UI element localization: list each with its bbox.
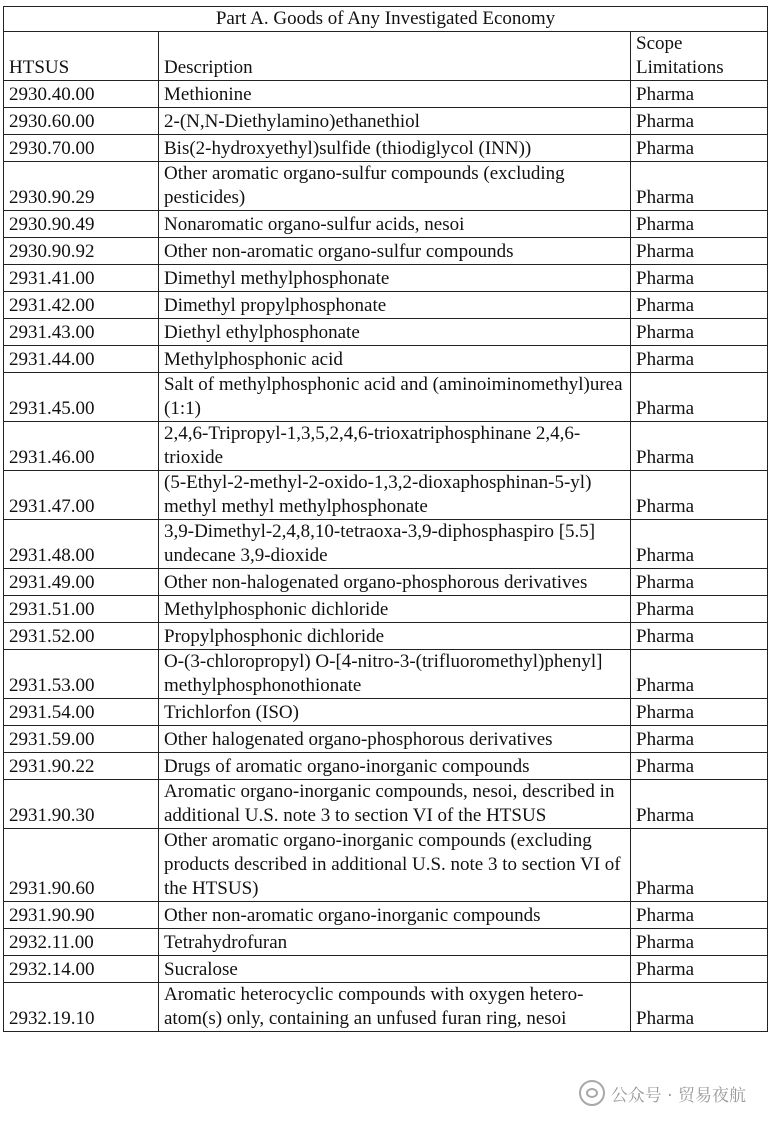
table-row [4,471,768,520]
table-row [4,319,768,346]
table-row [4,292,768,319]
scope-cell: Pharma [631,292,768,319]
scope-cell: Pharma [631,81,768,108]
hts-code-cell: 2931.90.22 [4,753,159,780]
description-cell: Bis(2-hydroxyethyl)sulfide (thiodiglycol (INN)) [159,135,631,162]
hts-code-cell: 2931.49.00 [4,569,159,596]
table-row [4,596,768,623]
scope-cell: Pharma [631,956,768,983]
scope-cell: Pharma [631,929,768,956]
hts-code-cell: 2931.90.90 [4,902,159,929]
hts-code-cell: 2930.70.00 [4,135,159,162]
scope-cell: Pharma [631,265,768,292]
hts-code-cell: 2931.42.00 [4,292,159,319]
hts-code-cell: 2931.90.60 [4,829,159,902]
table-row [4,135,768,162]
table-row [4,699,768,726]
hts-code-cell: 2932.19.10 [4,983,159,1032]
description-cell: 2,4,6-Tripropyl-1,3,5,2,4,6-trioxatriphosphinane 2,4,6-trioxide [159,422,631,471]
scope-cell: Pharma [631,753,768,780]
description-cell: Tetrahydrofuran [159,929,631,956]
header-htsus: HTSUS [4,32,159,81]
hts-code-cell: 2930.90.49 [4,211,159,238]
table-row [4,929,768,956]
table-row [4,211,768,238]
description-cell: Aromatic heterocyclic compounds with oxygen hetero-atom(s) only, containing an unfused furan ring, nesoi [159,983,631,1032]
scope-cell: Pharma [631,650,768,699]
hts-code-cell: 2931.53.00 [4,650,159,699]
description-cell: Other non-aromatic organo-inorganic compounds [159,902,631,929]
table-row [4,983,768,1032]
table-row [4,726,768,753]
description-cell: Other aromatic organo-inorganic compounds (excluding products described in additional U.S. note 3 to section VI of the HTSUS) [159,829,631,902]
table-row [4,650,768,699]
scope-cell: Pharma [631,211,768,238]
hts-code-cell: 2931.47.00 [4,471,159,520]
hts-code-cell: 2931.41.00 [4,265,159,292]
description-cell: Dimethyl propylphosphonate [159,292,631,319]
description-cell: Dimethyl methylphosphonate [159,265,631,292]
scope-cell: Pharma [631,520,768,569]
description-cell: Methionine [159,81,631,108]
description-cell: Nonaromatic organo-sulfur acids, nesoi [159,211,631,238]
hts-code-cell: 2931.52.00 [4,623,159,650]
table-row [4,902,768,929]
description-cell: Aromatic organo-inorganic compounds, nesoi, described in additional U.S. note 3 to section VI of the HTSUS [159,780,631,829]
scope-cell: Pharma [631,623,768,650]
scope-cell: Pharma [631,238,768,265]
hts-code-cell: 2932.11.00 [4,929,159,956]
description-cell: 2-(N,N-Diethylamino)ethanethiol [159,108,631,135]
scope-cell: Pharma [631,135,768,162]
hts-code-cell: 2930.90.29 [4,162,159,211]
hts-code-cell: 2931.46.00 [4,422,159,471]
watermark [579,1080,746,1106]
hts-code-cell: 2930.60.00 [4,108,159,135]
table-row [4,623,768,650]
table-row [4,780,768,829]
wechat-icon [579,1080,605,1106]
description-cell: Methylphosphonic dichloride [159,596,631,623]
hts-code-cell: 2931.44.00 [4,346,159,373]
hts-code-cell: 2931.51.00 [4,596,159,623]
scope-cell: Pharma [631,108,768,135]
description-cell: (5-Ethyl-2-methyl-2-oxido-1,3,2-dioxaphosphinan-5-yl) methyl methyl methylphosphonate [159,471,631,520]
table-row [4,162,768,211]
scope-cell: Pharma [631,699,768,726]
scope-cell: Pharma [631,422,768,471]
table-row [4,569,768,596]
hts-code-cell: 2931.59.00 [4,726,159,753]
table-row [4,108,768,135]
description-cell: O-(3-chloropropyl) O-[4-nitro-3-(trifluoromethyl)phenyl] methylphosphonothionate [159,650,631,699]
header-scope-limitations: Scope Limitations [631,32,768,81]
table-row [4,346,768,373]
scope-cell: Pharma [631,780,768,829]
table-row [4,81,768,108]
watermark-text: 公众号 · 贸易夜航 [610,1085,746,1106]
hts-code-cell: 2931.54.00 [4,699,159,726]
description-cell: Trichlorfon (ISO) [159,699,631,726]
table-row [4,753,768,780]
description-cell: Other non-aromatic organo-sulfur compounds [159,238,631,265]
description-cell: Methylphosphonic acid [159,346,631,373]
hts-code-cell: 2931.48.00 [4,520,159,569]
scope-cell: Pharma [631,373,768,422]
hts-code-cell: 2931.45.00 [4,373,159,422]
scope-cell: Pharma [631,983,768,1032]
description-cell: Salt of methylphosphonic acid and (aminoiminomethyl)urea (1:1) [159,373,631,422]
scope-cell: Pharma [631,829,768,902]
hts-code-cell: 2932.14.00 [4,956,159,983]
scope-cell: Pharma [631,726,768,753]
description-cell: Other aromatic organo-sulfur compounds (excluding pesticides) [159,162,631,211]
goods-table [3,6,768,1032]
hts-code-cell: 2930.40.00 [4,81,159,108]
scope-cell: Pharma [631,569,768,596]
description-cell: Sucralose [159,956,631,983]
scope-cell: Pharma [631,471,768,520]
table-row [4,956,768,983]
scope-cell: Pharma [631,346,768,373]
description-cell: Diethyl ethylphosphonate [159,319,631,346]
scope-cell: Pharma [631,596,768,623]
table-row [4,422,768,471]
hts-code-cell: 2931.43.00 [4,319,159,346]
scope-cell: Pharma [631,902,768,929]
table-row [4,829,768,902]
hts-code-cell: 2930.90.92 [4,238,159,265]
description-cell: 3,9-Dimethyl-2,4,8,10-tetraoxa-3,9-diphosphaspiro [5.5] undecane 3,9-dioxide [159,520,631,569]
description-cell: Other non-halogenated organo-phosphorous derivatives [159,569,631,596]
scope-cell: Pharma [631,162,768,211]
description-cell: Drugs of aromatic organo-inorganic compounds [159,753,631,780]
description-cell: Propylphosphonic dichloride [159,623,631,650]
description-cell: Other halogenated organo-phosphorous derivatives [159,726,631,753]
table-caption: Part A. Goods of Any Investigated Economy [4,7,768,32]
table-row [4,238,768,265]
hts-code-cell: 2931.90.30 [4,780,159,829]
table-row [4,520,768,569]
header-description: Description [159,32,631,81]
scope-cell: Pharma [631,319,768,346]
table-row [4,265,768,292]
table-row [4,373,768,422]
